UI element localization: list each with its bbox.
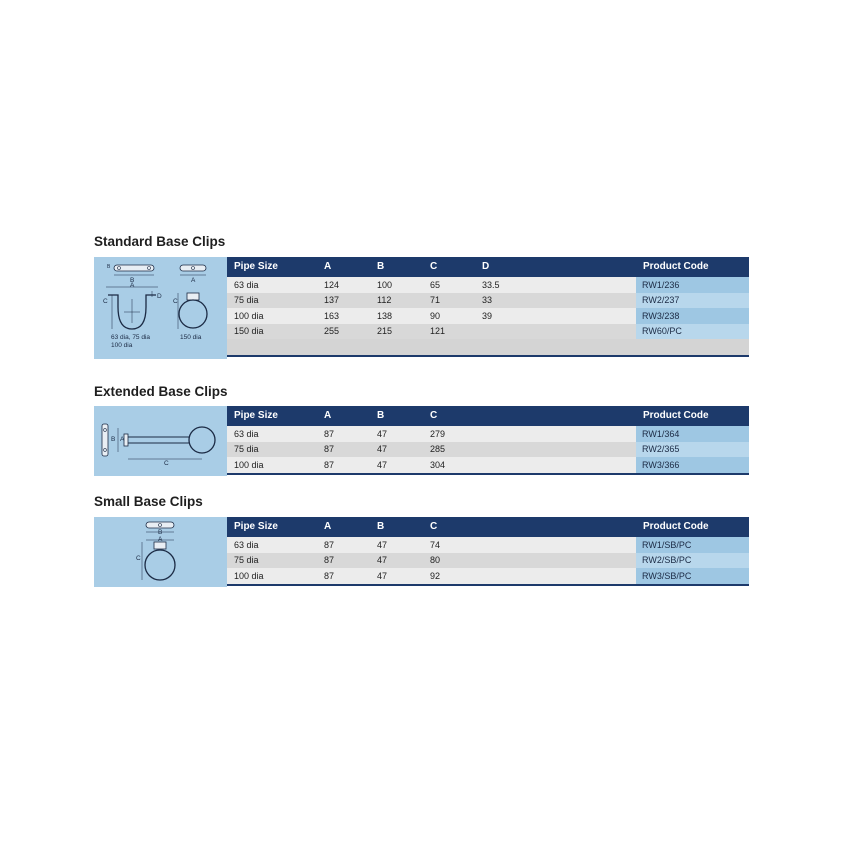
- cell-b: 47: [377, 444, 388, 454]
- product-code-text: RW60/PC: [642, 326, 682, 336]
- table-bottom-rule: [227, 355, 749, 357]
- cell-product-code: [636, 553, 749, 569]
- header-product-code: Product Code: [643, 410, 709, 421]
- cell-a: 137: [324, 295, 340, 305]
- standard-base-clips-block: [94, 257, 749, 359]
- cell-c: 74: [430, 539, 441, 550]
- cell-c: 71: [430, 295, 441, 305]
- table-row: [227, 308, 749, 324]
- cell-b: 138: [377, 310, 393, 321]
- cell-a: 87: [324, 570, 335, 581]
- cell-pipe-size: 63 dia: [234, 279, 259, 290]
- standard-clip-diagram: B B A C D A C 63 dia, 75 dia 100 dia 150 dia: [94, 257, 227, 359]
- table-bottom-rule: [227, 584, 749, 586]
- header-pipe-size: Pipe Size: [234, 410, 278, 421]
- section-title: Extended Base Clips: [94, 384, 228, 399]
- cell-product-code: [636, 324, 749, 340]
- product-code-text: RW3/238: [642, 310, 680, 321]
- cell-b: 215: [377, 326, 393, 336]
- table-row: [227, 568, 749, 584]
- cell-pipe-size: 75 dia: [234, 555, 259, 565]
- cell-product-code: [636, 442, 749, 458]
- cell-a: 87: [324, 555, 335, 565]
- header-a: A: [324, 261, 332, 272]
- cell-a: 87: [324, 428, 335, 439]
- small-base-clips-table: [227, 517, 749, 586]
- header-pipe-size: Pipe Size: [234, 521, 278, 532]
- cell-b: 47: [377, 428, 388, 439]
- cell-pipe-size: 100 dia: [234, 459, 264, 470]
- cell-c: 279: [430, 428, 446, 439]
- cell-c: 304: [430, 459, 446, 470]
- header-a: A: [324, 521, 332, 532]
- table-header: [227, 517, 749, 537]
- small-clip-diagram: B A C: [94, 517, 227, 587]
- product-code-text: RW1/236: [642, 279, 680, 290]
- cell-a: 87: [324, 444, 335, 454]
- table-bottom-rule: [227, 473, 749, 475]
- cell-product-code: [636, 537, 749, 553]
- cell-b: 47: [377, 539, 388, 550]
- cell-c: 92: [430, 570, 441, 581]
- header-b: B: [377, 261, 385, 272]
- cell-pipe-size: 63 dia: [234, 428, 259, 439]
- diagram-label-100: 100 dia: [111, 342, 133, 349]
- table-row: [227, 537, 749, 553]
- header-product-code: Product Code: [643, 261, 709, 272]
- cell-pipe-size: 75 dia: [234, 295, 259, 305]
- diagram-label-small-sizes: 63 dia, 75 dia: [111, 334, 151, 341]
- cell-d: 33: [482, 295, 493, 305]
- header-a: A: [324, 410, 332, 421]
- cell-product-code: [636, 277, 749, 293]
- header-d: D: [482, 261, 490, 272]
- cell-pipe-size: 100 dia: [234, 310, 264, 321]
- header-c: C: [430, 410, 438, 421]
- product-code-text: RW2/237: [642, 295, 680, 305]
- cell-b: 47: [377, 555, 388, 565]
- table-header: [227, 257, 749, 277]
- product-code-text: RW1/SB/PC: [642, 539, 692, 550]
- cell-pipe-size: 75 dia: [234, 444, 259, 454]
- product-code-text: RW2/SB/PC: [642, 555, 692, 565]
- table-row: [227, 293, 749, 309]
- extended-clip-diagram: B A C: [94, 406, 227, 476]
- cell-a: 124: [324, 279, 340, 290]
- section-title: Standard Base Clips: [94, 234, 226, 249]
- cell-c: 65: [430, 279, 441, 290]
- cell-product-code: [636, 426, 749, 442]
- table-row: [227, 457, 749, 473]
- cell-c: 90: [430, 310, 441, 321]
- cell-b: 112: [377, 295, 392, 305]
- extended-base-clips-table: [227, 406, 749, 475]
- cell-a: 255: [324, 326, 340, 336]
- extended-base-clips-block: [94, 406, 749, 476]
- cell-product-code: [636, 568, 749, 584]
- cell-c: 80: [430, 555, 441, 565]
- cell-a: 87: [324, 459, 335, 470]
- product-code-text: RW1/364: [642, 428, 680, 439]
- table-row: [227, 426, 749, 442]
- header-b: B: [377, 521, 385, 532]
- header-c: C: [430, 521, 438, 532]
- cell-a: 163: [324, 310, 340, 321]
- header-c: C: [430, 261, 438, 272]
- standard-base-clips-table: [227, 257, 749, 357]
- cell-pipe-size: 150 dia: [234, 326, 264, 336]
- cell-product-code: [636, 308, 749, 324]
- cell-product-code: [636, 293, 749, 309]
- cell-product-code: [636, 457, 749, 473]
- table-filler-row: [227, 339, 749, 355]
- cell-c: 121: [430, 326, 446, 336]
- table-row: [227, 442, 749, 458]
- small-base-clips-block: [94, 517, 749, 587]
- cell-b: 47: [377, 570, 388, 581]
- cell-d: 33.5: [482, 279, 500, 290]
- cell-b: 100: [377, 279, 393, 290]
- header-b: B: [377, 410, 385, 421]
- product-code-text: RW3/SB/PC: [642, 570, 692, 581]
- cell-pipe-size: 63 dia: [234, 539, 259, 550]
- table-row: [227, 324, 749, 340]
- product-code-text: RW2/365: [642, 444, 680, 454]
- cell-b: 47: [377, 459, 388, 470]
- header-product-code: Product Code: [643, 521, 709, 532]
- table-row: [227, 277, 749, 293]
- diagram-label-150: 150 dia: [180, 334, 202, 341]
- table-header: [227, 406, 749, 426]
- cell-a: 87: [324, 539, 335, 550]
- product-code-text: RW3/366: [642, 459, 680, 470]
- cell-d: 39: [482, 310, 493, 321]
- cell-pipe-size: 100 dia: [234, 570, 264, 581]
- table-row: [227, 553, 749, 569]
- small-clip-drawing: [94, 517, 227, 587]
- section-title: Small Base Clips: [94, 494, 203, 509]
- cell-c: 285: [430, 444, 446, 454]
- header-pipe-size: Pipe Size: [234, 261, 278, 272]
